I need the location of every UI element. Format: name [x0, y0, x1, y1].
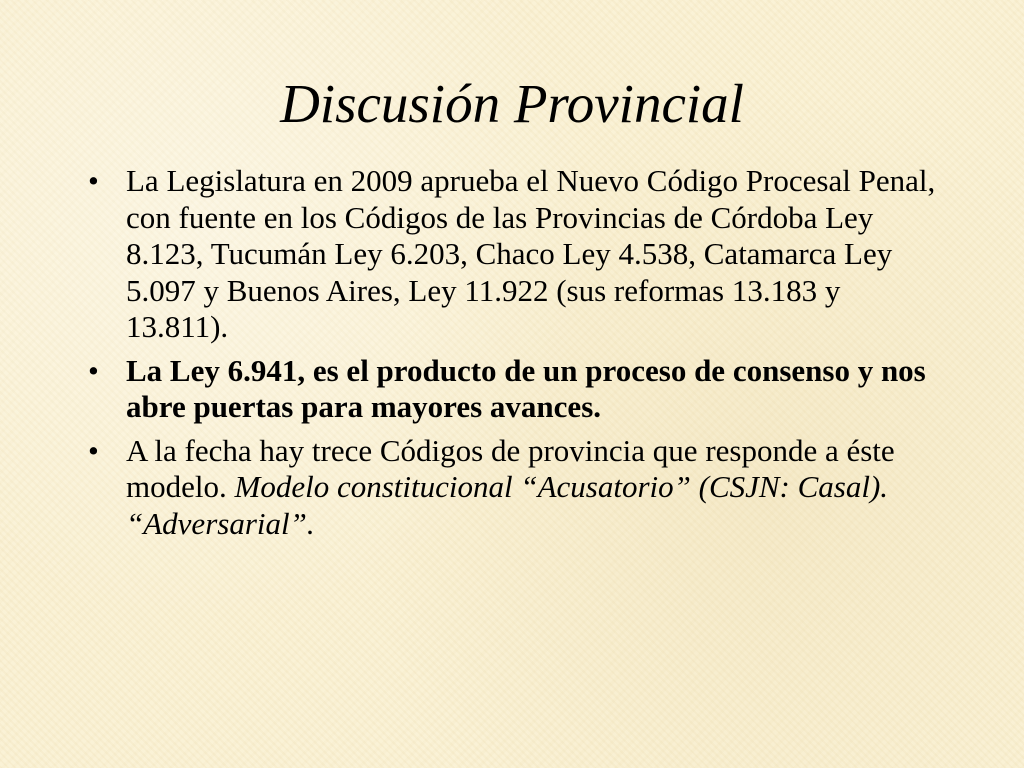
bullet-text: La Ley 6.941, es el producto de un proceso de consenso y nos abre puertas para mayores avances. [126, 352, 926, 424]
bullet-icon: • [88, 432, 99, 468]
bullet-text-italic: Modelo constitucional “Acusatorio” (CSJN: Casal). “Adversarial”. [126, 469, 889, 541]
bullet-list [80, 163, 940, 549]
bullet-item-2 [80, 353, 940, 426]
bullet-icon: • [88, 163, 99, 198]
bullet-text: A la fecha hay trece Códigos de provincia que responde a éste modelo. [126, 432, 895, 504]
slide-title: Discusión Provincial [280, 73, 744, 134]
bullet-item-1 [80, 163, 940, 346]
bullet-text: La Legislatura en 2009 aprueba el Nuevo Código Procesal Penal, con fuente en los Códigos de las Provincias de Córdoba Ley 8.123, Tucumán Ley 6.203, Chaco Ley 4.538, Catamarca Ley 5.097 y Buenos Aires, Ley 11.922 (sus reformas 13.183 y 13.811). [126, 163, 936, 344]
bullet-icon: • [88, 352, 99, 388]
bullet-item-3 [80, 433, 940, 543]
